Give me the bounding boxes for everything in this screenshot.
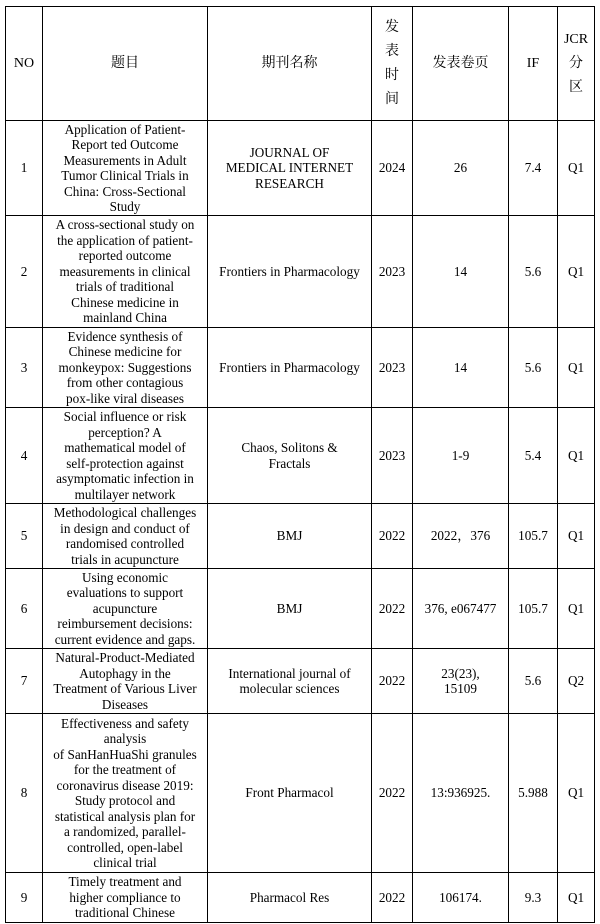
cell-no: 3: [6, 328, 43, 408]
table-row: [6, 216, 595, 328]
cell-jcr: Q1: [558, 328, 595, 408]
header-jcr: [558, 7, 595, 121]
title-text: Effectiveness and safety analysis of SanHanHuaShi granules for the treatment of coronavirus disease 2019: Study protocol and statistical analysis plan for a randomized, parallel- controlled, open-label clinical trial: [53, 715, 197, 870]
cell-no: 5: [6, 504, 43, 569]
cell-no: 7: [6, 649, 43, 714]
cell-journal: [208, 649, 372, 714]
cell-year: 2022: [372, 649, 413, 714]
journal-text: Front Pharmacol: [245, 785, 334, 801]
journal-text: BMJ: [276, 528, 303, 544]
cell-volume: [413, 328, 509, 408]
cell-no: 6: [6, 569, 43, 649]
cell-volume: [413, 649, 509, 714]
cell-volume: [413, 121, 509, 216]
cell-if: 105.7: [509, 504, 558, 569]
volume-text: 1-9: [451, 447, 470, 463]
cell-year: 2023: [372, 408, 413, 504]
cell-volume: [413, 873, 509, 923]
volume-text: 13:936925.: [430, 785, 491, 801]
cell-year: 2022: [372, 504, 413, 569]
table-row: [6, 569, 595, 649]
title-text: A cross-sectional study on the application of patient- reported outcome measurements in clinical trials of traditional Chinese medicine in mainland China: [55, 217, 195, 326]
cell-title: [43, 216, 208, 328]
cell-year: 2022: [372, 714, 413, 873]
cell-jcr: Q1: [558, 569, 595, 649]
cell-if: 9.3: [509, 873, 558, 923]
volume-text: 26: [453, 160, 468, 176]
cell-volume: [413, 408, 509, 504]
cell-year: 2022: [372, 873, 413, 923]
cell-volume: [413, 569, 509, 649]
header-year: [372, 7, 413, 121]
cell-no: 9: [6, 873, 43, 923]
journal-text: Chaos, Solitons & Fractals: [241, 440, 338, 471]
cell-volume: [413, 504, 509, 569]
title-text: Timely treatment and higher compliance to traditional Chinese: [68, 874, 182, 921]
cell-title: [43, 569, 208, 649]
table-row: [6, 328, 595, 408]
cell-jcr: Q1: [558, 121, 595, 216]
cell-jcr: Q1: [558, 873, 595, 923]
title-text: Application of Patient- Report ted Outcome Measurements in Adult Tumor Clinical Trials in China: Cross-Sectional Study: [61, 121, 189, 214]
journal-text: BMJ: [276, 600, 303, 616]
header-journal: 期刊名称: [208, 7, 372, 121]
cell-jcr: Q1: [558, 216, 595, 328]
publication-table: [5, 6, 595, 923]
cell-if: 7.4: [509, 121, 558, 216]
volume-text: 14: [453, 359, 468, 375]
cell-year: 2022: [372, 569, 413, 649]
cell-title: [43, 504, 208, 569]
title-text: Social influence or risk perception? A mathematical model of self-protection against asymptomatic infection in multilayer network: [56, 409, 194, 502]
cell-if: 5.6: [509, 328, 558, 408]
table-row: [6, 408, 595, 504]
header-volume: 发表卷页: [413, 7, 509, 121]
table-header: [6, 7, 595, 121]
journal-text: JOURNAL OF MEDICAL INTERNET RESEARCH: [225, 144, 354, 191]
volume-text: 106174.: [439, 889, 482, 905]
header-year-label: 发 表 时 间: [385, 19, 399, 107]
header-no: NO: [6, 7, 43, 121]
title-text: Using economic evaluations to support acupuncture reimbursement decisions: current evidence and gaps.: [54, 569, 196, 647]
title-text: Methodological challenges in design and conduct of randomised controlled trials in acupuncture: [53, 505, 197, 567]
journal-text: Frontiers in Pharmacology: [219, 359, 360, 375]
table-row: [6, 504, 595, 569]
cell-jcr: Q2: [558, 649, 595, 714]
table-row: [6, 121, 595, 216]
cell-jcr: Q1: [558, 504, 595, 569]
cell-no: 8: [6, 714, 43, 873]
cell-year: 2023: [372, 216, 413, 328]
table-row: [6, 714, 595, 873]
cell-if: 5.6: [509, 649, 558, 714]
journal-text: International journal of molecular sciences: [228, 665, 351, 696]
cell-journal: [208, 216, 372, 328]
title-text: Natural-Product-Mediated Autophagy in the Treatment of Various Liver Diseases: [53, 650, 197, 712]
cell-no: 4: [6, 408, 43, 504]
title-text: Evidence synthesis of Chinese medicine for monkeypox: Suggestions from other contagious pox-like viral diseases: [58, 328, 192, 406]
cell-journal: [208, 121, 372, 216]
cell-jcr: Q1: [558, 714, 595, 873]
cell-title: [43, 649, 208, 714]
cell-if: 105.7: [509, 569, 558, 649]
cell-no: 1: [6, 121, 43, 216]
volume-text: 14: [453, 263, 468, 279]
cell-journal: [208, 328, 372, 408]
volume-text: 23(23), 15109: [441, 665, 480, 696]
cell-journal: [208, 504, 372, 569]
cell-title: [43, 328, 208, 408]
cell-journal: [208, 569, 372, 649]
cell-journal: [208, 714, 372, 873]
table-row: [6, 649, 595, 714]
cell-title: [43, 714, 208, 873]
cell-year: 2023: [372, 328, 413, 408]
cell-journal: [208, 873, 372, 923]
cell-volume: [413, 714, 509, 873]
cell-if: 5.6: [509, 216, 558, 328]
cell-if: 5.4: [509, 408, 558, 504]
volume-text: 2022，376: [430, 528, 491, 544]
cell-year: 2024: [372, 121, 413, 216]
cell-title: [43, 408, 208, 504]
journal-text: Frontiers in Pharmacology: [219, 263, 360, 279]
cell-title: [43, 873, 208, 923]
table-body: [6, 121, 595, 923]
cell-no: 2: [6, 216, 43, 328]
header-title: 题目: [43, 7, 208, 121]
cell-volume: [413, 216, 509, 328]
volume-text: 376, e067477: [424, 600, 497, 616]
table-row: [6, 873, 595, 923]
header-row: [6, 7, 595, 121]
header-if: IF: [509, 7, 558, 121]
journal-text: Pharmacol Res: [249, 889, 330, 905]
header-jcr-label: JCR 分 区: [563, 31, 589, 95]
cell-jcr: Q1: [558, 408, 595, 504]
cell-title: [43, 121, 208, 216]
cell-journal: [208, 408, 372, 504]
cell-if: 5.988: [509, 714, 558, 873]
